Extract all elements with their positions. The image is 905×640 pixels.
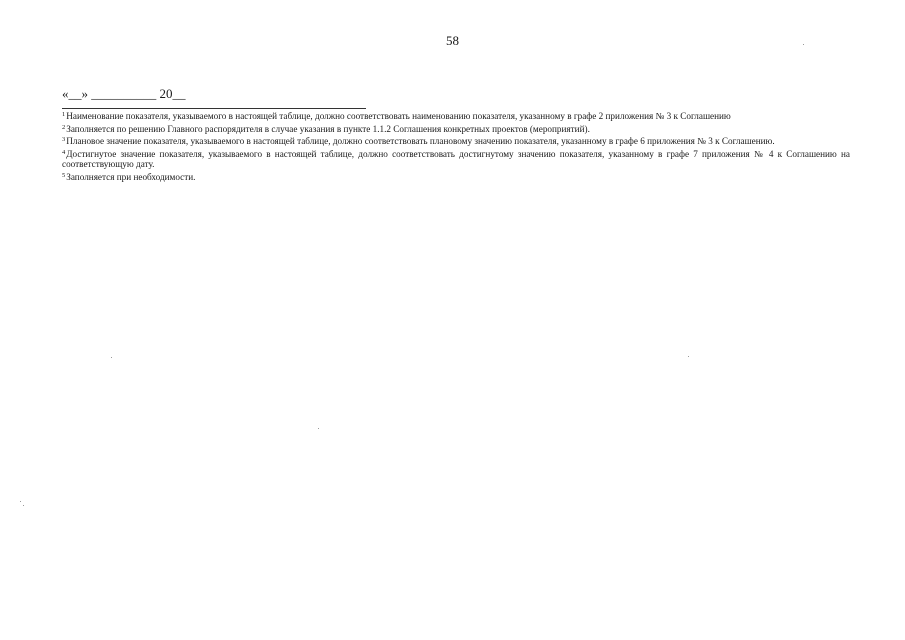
footnote-2-mark: 2 [62, 123, 66, 131]
date-line: «__» __________ 20__ [62, 86, 186, 101]
footnote-4 [62, 149, 850, 170]
footnote-separator [62, 108, 366, 109]
footnote-4-text: Достигнутое значение показателя, указываемого в настоящей таблице, должно соответствовать достигнутому значению показателя, указанному в графе 7 приложения № 4 к Соглашению на соответствующую дату. [62, 148, 850, 170]
footnote-1-text: Наименование показателя, указываемого в настоящей таблице, должно соответствовать наименованию показателя, указанному в графе 2 приложения № 3 к Соглашению [66, 111, 731, 121]
footnote-2-text: Заполняется по решению Главного распорядителя в случае указания в пункте 1.1.2 Соглашения конкретных проектов (мероприятий). [66, 123, 590, 134]
footnote-3-text: Плановое значение показателя, указываемого в настоящей таблице, должно соответствовать плановому значению показателя, указанному в графе 6 приложения № 3 к Соглашению. [66, 136, 775, 147]
scan-speck [688, 356, 689, 357]
footnote-5 [62, 172, 850, 183]
scan-speck [20, 501, 21, 502]
footnote-4-mark: 4 [62, 148, 66, 156]
footnote-1-mark: 1 [62, 111, 66, 118]
scan-speck [111, 357, 112, 358]
footnote-5-text: Заполняется при необходимости. [66, 171, 196, 182]
page-number: 58 [446, 33, 459, 48]
footnotes [62, 111, 850, 185]
scan-speck [803, 44, 804, 45]
footnote-2 [62, 124, 850, 135]
scan-speck [23, 505, 24, 506]
footnote-1 [62, 111, 850, 122]
footnote-3-mark: 3 [62, 136, 66, 144]
scan-speck [318, 428, 319, 429]
footnote-3 [62, 136, 850, 147]
footnote-5-mark: 5 [62, 171, 66, 179]
